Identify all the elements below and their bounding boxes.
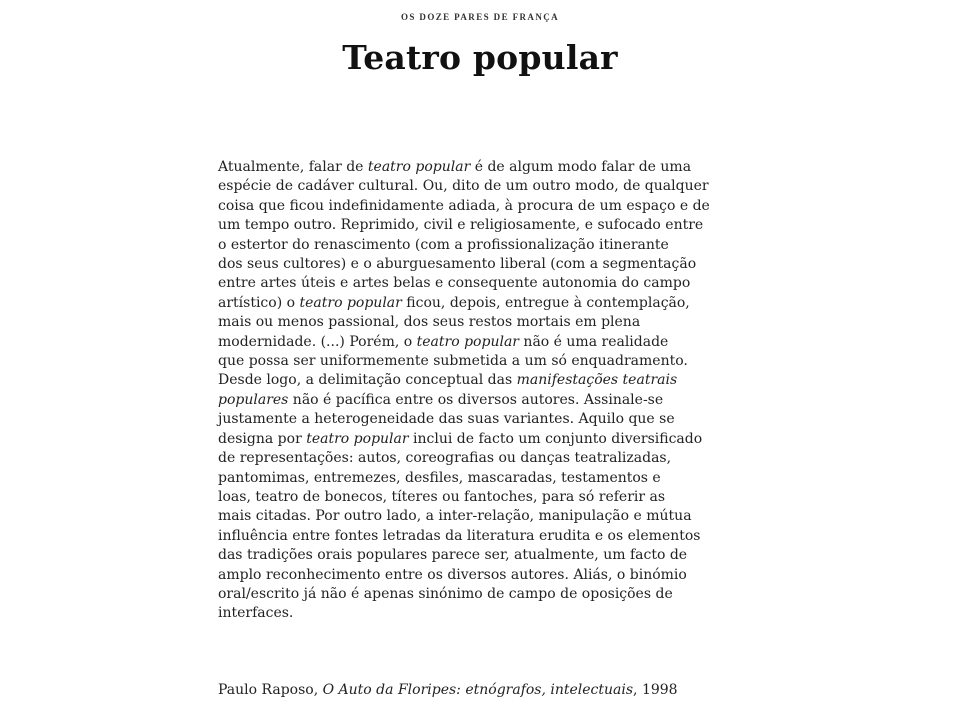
body-line	[218, 546, 728, 565]
body-line	[218, 391, 728, 410]
body-line	[218, 352, 728, 371]
body-text-run: que possa ser uniformemente submetida a um só enquadramento.	[218, 353, 688, 370]
body-line	[218, 313, 728, 332]
body-line	[218, 507, 728, 526]
body-text-run: mais citadas. Por outro lado, a inter-relação, manipulação e mútua	[218, 508, 692, 525]
body-line	[218, 294, 728, 313]
body-text-run: influência entre fontes letradas da literatura erudita e os elementos	[218, 527, 701, 544]
quote-body	[218, 158, 728, 624]
emphasis-term: teatro popular	[306, 430, 409, 447]
section-kicker: OS DOZE PARES DE FRANÇA	[400, 12, 560, 22]
body-line	[218, 371, 728, 390]
citation-year: , 1998	[633, 682, 678, 698]
body-line	[218, 430, 728, 449]
body-text-run: modernidade. (...) Porém, o	[218, 333, 417, 350]
body-line	[218, 585, 728, 604]
body-text-run: não é uma realidade	[518, 333, 669, 350]
body-text-run: amplo reconhecimento entre os diversos autores. Aliás, o binómio	[218, 566, 687, 583]
body-line	[218, 527, 728, 546]
body-text-run: pantomimas, entremezes, desfiles, mascaradas, testamentos e	[218, 469, 661, 486]
body-text-run: mais ou menos passional, dos seus restos mortais em plena	[218, 314, 641, 331]
body-text-run: é de algum modo falar de uma	[470, 159, 692, 175]
emphasis-term: teatro popular	[299, 294, 402, 311]
citation	[218, 682, 818, 698]
body-line	[218, 216, 728, 235]
body-line	[218, 410, 728, 429]
body-line	[218, 236, 728, 255]
emphasis-term: populares	[218, 391, 289, 408]
body-line	[218, 333, 728, 352]
body-text-run: Atualmente, falar de	[218, 159, 368, 175]
citation-author: Paulo Raposo,	[218, 682, 323, 698]
body-text-run: artístico) o	[218, 294, 300, 311]
body-line	[218, 158, 728, 177]
body-text-run: dos seus cultores) e o aburguesamento liberal (com a segmentação	[218, 256, 697, 273]
body-line	[218, 449, 728, 468]
body-text-run: das tradições orais populares parece ser, atualmente, um facto de	[218, 547, 688, 564]
emphasis-term: teatro popular	[416, 333, 519, 350]
body-line	[218, 488, 728, 507]
body-line	[218, 274, 728, 293]
body-text-run: de representações: autos, coreografias ou danças teatralizadas,	[218, 450, 672, 467]
body-text-run: coisa que ficou indefinidamente adiada, à procura de um espaço e de	[218, 197, 710, 214]
body-text-run: loas, teatro de bonecos, títeres ou fantoches, para só referir as	[218, 488, 666, 505]
body-line	[218, 566, 728, 585]
body-text-run: entre artes úteis e artes belas e consequente autonomia do campo	[218, 275, 691, 292]
body-text-run: inclui de facto um conjunto diversificado	[408, 430, 703, 447]
body-line	[218, 197, 728, 216]
body-line	[218, 255, 728, 274]
body-text-run: oral/escrito já não é apenas sinónimo de campo de oposições de	[218, 585, 673, 602]
body-line	[218, 604, 728, 623]
body-text-run: não é pacífica entre os diversos autores. Assinale-se	[288, 391, 664, 408]
body-text-run: Desde logo, a delimitação conceptual das	[218, 372, 517, 389]
body-line	[218, 469, 728, 488]
body-text-run: um tempo outro. Reprimido, civil e religiosamente, e sufocado entre	[218, 217, 704, 234]
body-text-run: interfaces.	[218, 605, 294, 622]
body-text-run: ficou, depois, entregue à contemplação,	[401, 294, 690, 311]
body-text-run: designa por	[218, 430, 307, 447]
body-text-run: justamente a heterogeneidade das suas variantes. Aquilo que se	[218, 411, 675, 428]
body-line	[218, 177, 728, 196]
body-text-run: o estertor do renascimento (com a profissionalização itinerante	[218, 236, 669, 253]
emphasis-term: manifestações teatrais	[516, 372, 678, 389]
page-title: Teatro popular	[342, 38, 618, 77]
citation-work: O Auto da Floripes: etnógrafos, intelectuais	[322, 682, 634, 698]
emphasis-term: teatro popular	[367, 159, 471, 175]
body-text-run: espécie de cadáver cultural. Ou, dito de um outro modo, de qualquer	[218, 178, 709, 195]
